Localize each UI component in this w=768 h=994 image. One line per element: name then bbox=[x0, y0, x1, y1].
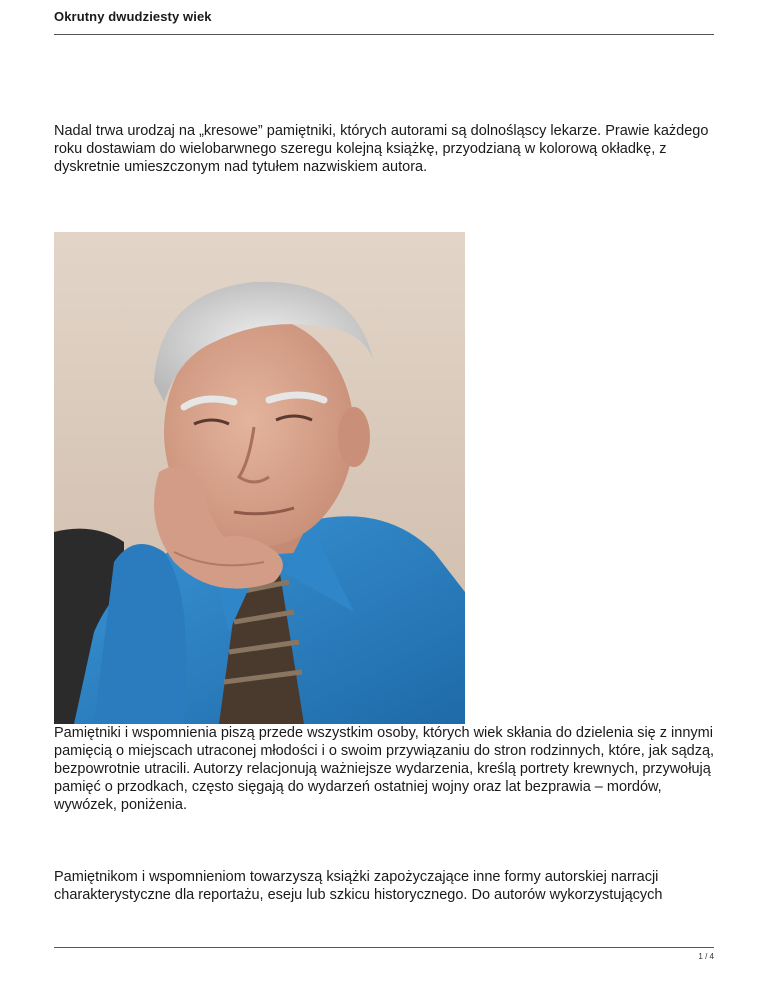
paragraph-intro: Nadal trwa urodzaj na „kresowe” pamiętniki, których autorami są dolnośląscy lekarze. Prawie każdego roku dostawiam do wielobarwnego szeregu kolejną książkę, przyodzianą w kolorową okładkę, z dyskretnie umieszczonym nad tytułem nazwiskiem autora. bbox=[54, 123, 709, 175]
header-divider bbox=[54, 34, 714, 35]
paragraph-memoirs: Pamiętniki i wspomnienia piszą przede wszystkim osoby, których wiek skłania do dzielenia się z innymi pamięcią o miejscach utraconej młodości i o swoim przywiązaniu do stron rodzinnych, które, jak sądzą, bezpowrotnie utracili. Autorzy relacjonują ważniejsze wydarzenia, kreślą portrety krewnych, przywołują pamięć o przodkach, często sięgają do wydarzeń ostatniej wojny oraz lat bezprawia – mordów, wywózek, poniżenia. bbox=[54, 725, 715, 813]
author-portrait-photo bbox=[54, 232, 465, 724]
footer-divider bbox=[54, 947, 714, 948]
paragraph-other-forms: Pamiętnikom i wspomnieniom towarzyszą książki zapożyczające inne formy autorskiej narracji charakterystyczne dla reportażu, eseju lub szkicu historycznego. Do autorów wykorzystujących bbox=[54, 869, 663, 903]
page-number: 1 / 4 bbox=[698, 952, 714, 961]
document-title: Okrutny dwudziesty wiek bbox=[54, 9, 212, 24]
